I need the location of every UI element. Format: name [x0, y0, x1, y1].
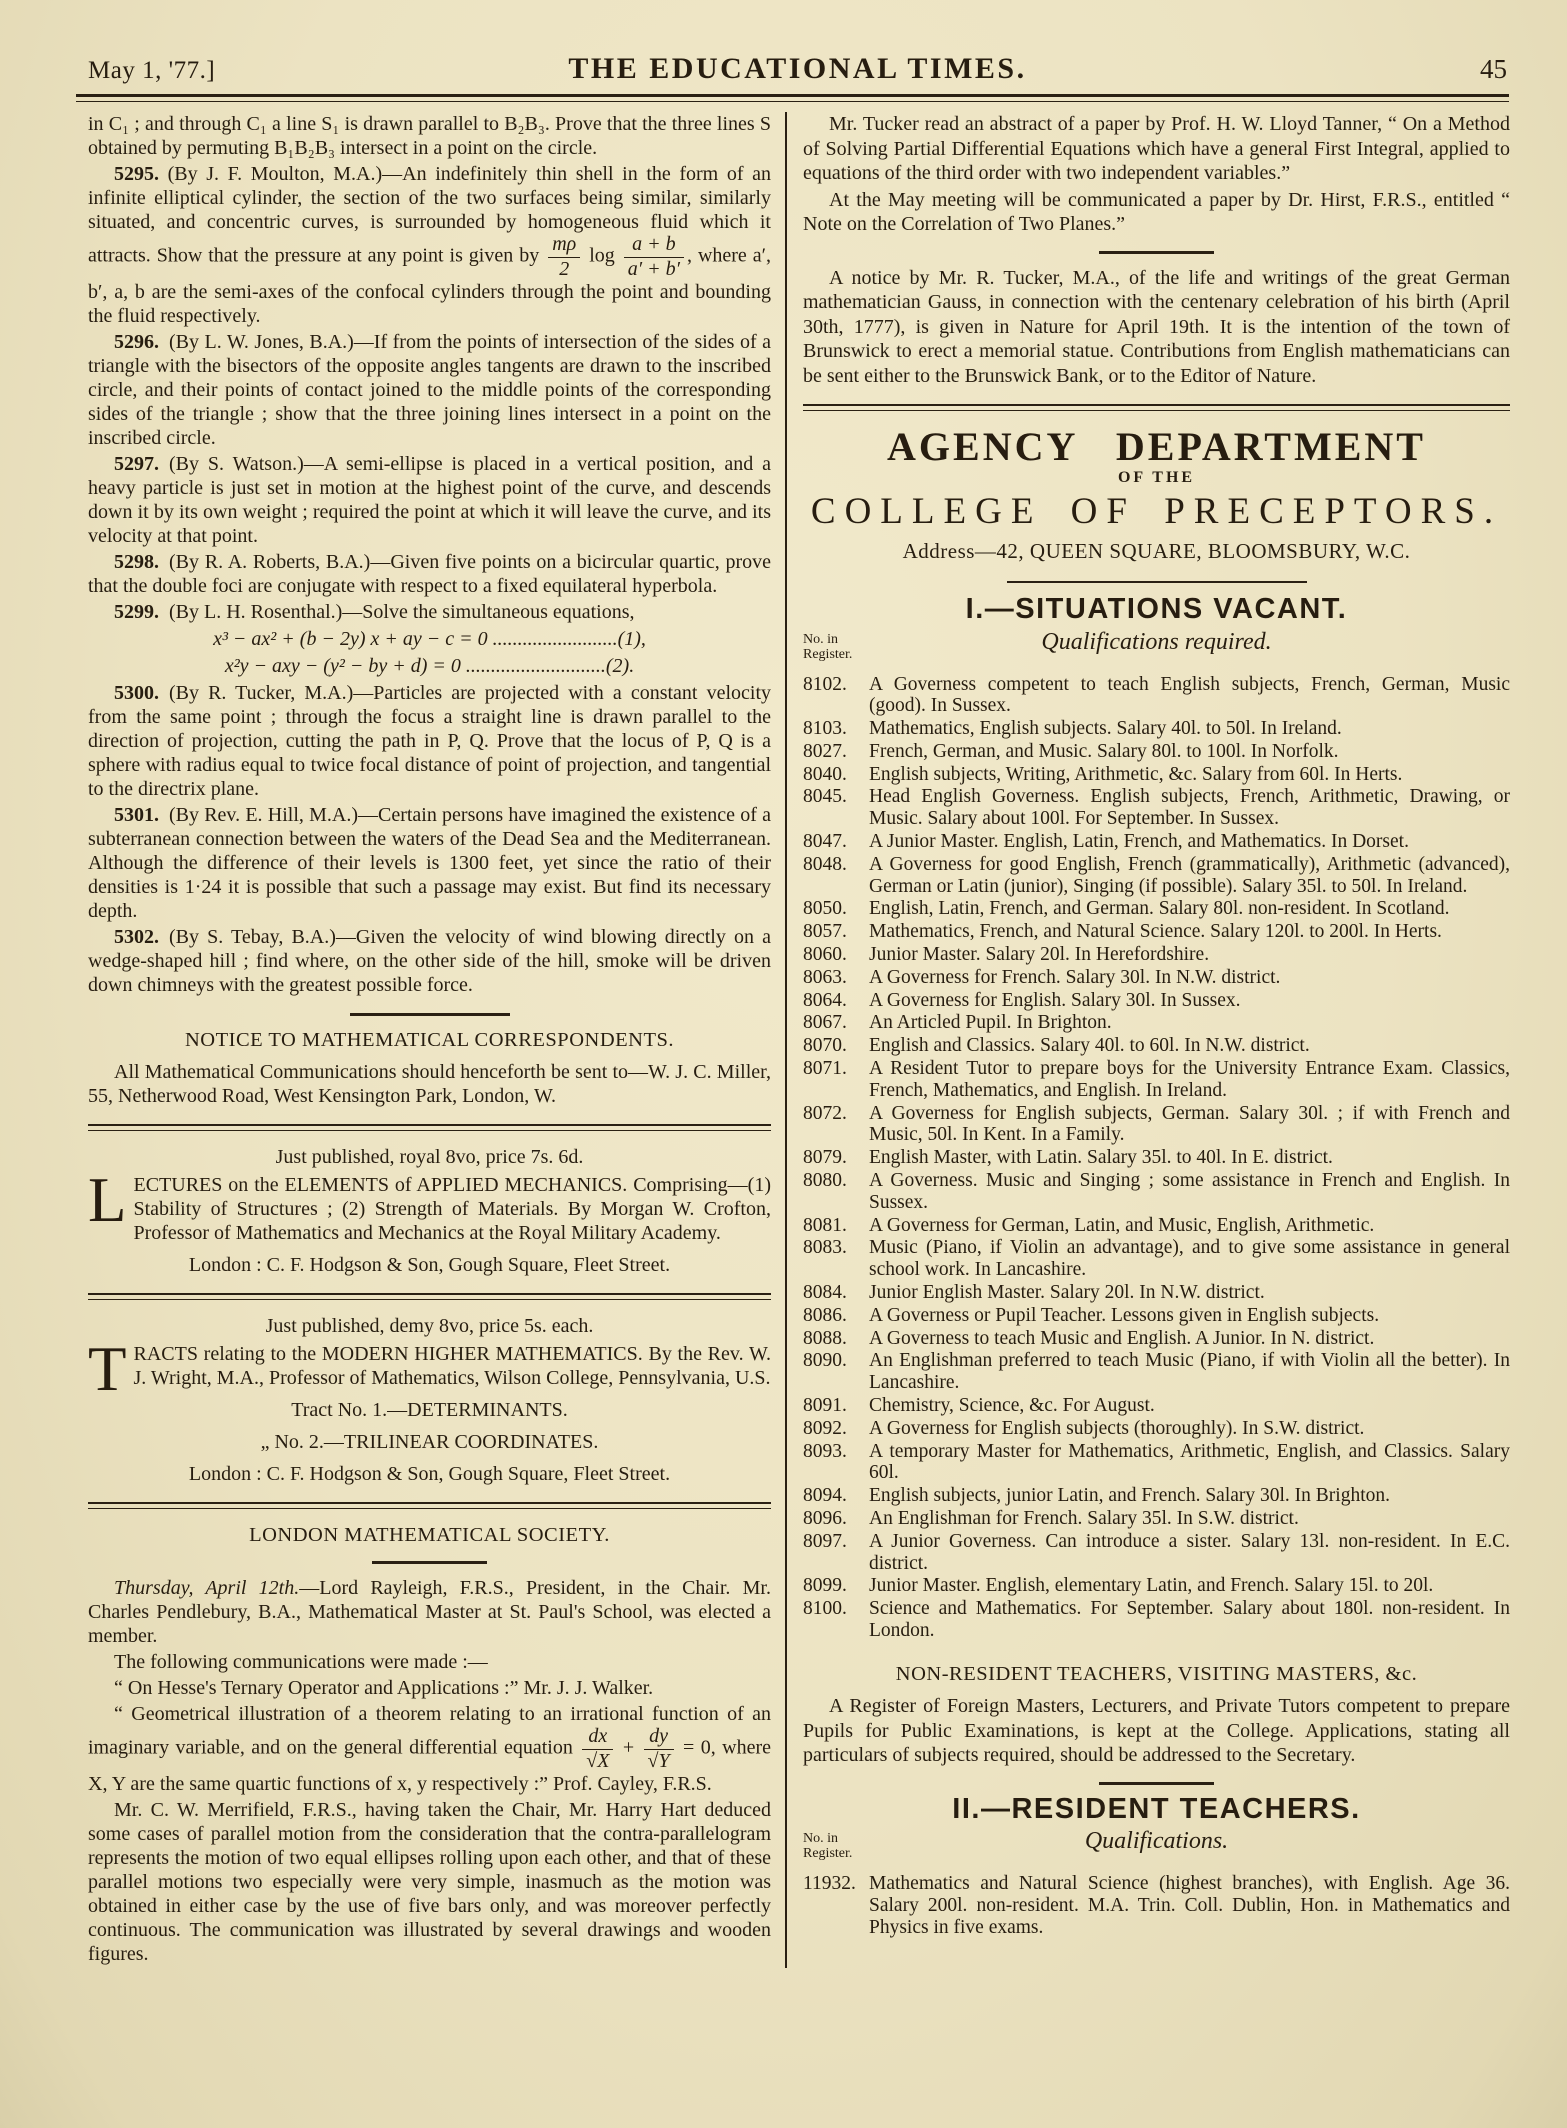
register-number: 8079.	[803, 1147, 847, 1169]
equation-line-2: x²y − axy − (y² − by + d) = 0 ............................(2).	[224, 655, 635, 678]
register-number: 8027.	[803, 740, 847, 762]
of-the-label: OF THE	[1117, 468, 1196, 486]
problem-text-after-formula: , where a′, b′, a, b are the semi-axes of the confocal cylinders through the point and bounding the fluid respectively.	[88, 244, 772, 328]
entry-qualifications: A Resident Tutor to prepare boys for the University Entrance Exam. Classics, French, Mathematics, and English. In Ireland.	[869, 1058, 1510, 1101]
section-divider-rule	[88, 1293, 771, 1300]
register-number: 8088.	[803, 1327, 847, 1349]
vacant-entry-8079	[803, 1147, 1510, 1169]
section-divider-rule	[88, 1124, 771, 1131]
entry-qualifications: A Governess to teach Music and English. A Junior. In N. district.	[869, 1327, 1375, 1349]
register-number: 8086.	[803, 1304, 847, 1326]
right-column	[787, 112, 1510, 1968]
ad2-tract-1: Tract No. 1.—DETERMINANTS.	[291, 1399, 568, 1422]
vacant-entry-8083	[803, 1237, 1510, 1281]
register-number: 8064.	[803, 989, 847, 1011]
problem-text: (By Rev. E. Hill, M.A.)—Certain persons have imagined the existence of a subterranean connection between the waters of the Dead Sea and the Mediterranean. Although the difference of their levels is 1300 feet, yet since the ratio of their densities is 1·24 it is possible that such a passage may exist. But find its necessary depth.	[88, 804, 771, 923]
entry-qualifications: Mathematics, English subjects. Salary 40l. to 50l. In Ireland.	[869, 718, 1342, 740]
entry-qualifications: A Governess for English subjects, German. Salary 30l. ; if with French and Music, 50l. In Kent. In a Family.	[869, 1102, 1510, 1146]
entry-qualifications: An Englishman preferred to teach Music (Piano, if with Violin all the better). In Lancashire.	[869, 1350, 1510, 1394]
problem-number: 5295.	[114, 163, 159, 185]
issue-date: May 1, '77.]	[88, 57, 216, 84]
register-number: 8099.	[803, 1575, 847, 1597]
lms-text-1: —Lord Rayleigh, F.R.S., President, in the Chair. Mr. Charles Pendlebury, B.A., Mathematical Master at St. Paul's School, was elected a member.	[88, 1577, 771, 1648]
society-report-paragraph-2: At the May meeting will be communicated a paper by Dr. Hirst, F.R.S., entitled “ Note on the Correlation of Two Planes.”	[803, 188, 1510, 235]
situations-vacant-list	[803, 674, 1510, 1642]
gauss-notice-paragraph: A notice by Mr. R. Tucker, M.A., of the life and writings of the great German mathematician Gauss, in connection with the centenary celebration of his birth (April 30th, 1777), is given in Nature for April 19th. It is the intention of the town of Brunswick to erect a memorial statue. Contributions from English mathematicians can be sent either to the Brunswick Bank, or to the Editor of Nature.	[803, 266, 1510, 387]
vacant-entry-8091	[803, 1395, 1510, 1417]
register-number: 8063.	[803, 966, 847, 988]
lms-text-4-after: = 0, where X, Y are the same quartic functions of x, y respectively :” Prof. Cayley, F.R.S.	[88, 1736, 771, 1796]
problem-number: 5296.	[114, 331, 159, 354]
fraction-dx-over-sqrtX	[579, 1726, 616, 1772]
resident-teachers-list	[803, 1873, 1510, 1938]
non-resident-body: A Register of Foreign Masters, Lecturers, and Private Tutors competent to prepare Pupils for Public Examinations, is kept at the College. Applications, stating all particulars of subjects required, should be addressed to the Secretary.	[803, 1695, 1510, 1767]
vacant-entry-8084	[803, 1282, 1510, 1304]
register-number: 8084.	[803, 1282, 847, 1304]
problem-5297	[88, 452, 771, 548]
register-number: 8081.	[803, 1214, 847, 1236]
entry-qualifications: English and Classics. Salary 40l. to 60l. In N.W. district.	[869, 1035, 1310, 1057]
left-column	[88, 112, 785, 1968]
fraction-numerator: a + b	[624, 234, 684, 258]
two-column-body	[0, 102, 1567, 1968]
register-number: 8047.	[803, 831, 847, 853]
vacant-entry-8100	[803, 1598, 1510, 1642]
register-number: 8093.	[803, 1440, 847, 1462]
vacant-entry-8088	[803, 1328, 1510, 1350]
qualifications-required-label: Qualifications required.	[1041, 628, 1272, 655]
register-number: 8048.	[803, 853, 847, 875]
entry-qualifications: English, Latin, French, and German. Salary 80l. non-resident. In Scotland.	[869, 898, 1450, 920]
non-resident-heading: NON-RESIDENT TEACHERS, VISITING MASTERS, &c.	[895, 1662, 1418, 1685]
register-label-line2: Register.	[803, 646, 853, 662]
vacant-entry-8102	[803, 674, 1510, 718]
vacant-entry-8093	[803, 1441, 1510, 1485]
problem-text: (By R. A. Roberts, B.A.)—Given five points on a bicircular quartic, prove that the double foci are conjugate with respect to a fixed equilateral hyperbola.	[88, 551, 771, 598]
entry-qualifications: A Governess competent to teach English subjects, French, German, Music (good). In Sussex.	[869, 673, 1510, 717]
entry-qualifications: A Governess. Music and Singing ; some assistance in French and English. In Sussex.	[869, 1170, 1510, 1213]
register-number: 8071.	[803, 1058, 847, 1080]
register-number: 8083.	[803, 1237, 847, 1259]
vacant-entry-8027	[803, 741, 1510, 763]
fraction-m-rho-over-2	[545, 234, 583, 280]
register-number: 8092.	[803, 1417, 847, 1439]
register-number: 8072.	[803, 1102, 847, 1124]
ad1-tagline: Just published, royal 8vo, price 7s. 6d.	[275, 1146, 584, 1169]
entry-qualifications: A Junior Governess. Can introduce a sister. Salary 13l. non-resident. In E.C. district.	[869, 1530, 1510, 1574]
register-label-line1: No. in	[803, 1831, 838, 1847]
qualifications-label: Qualifications.	[1084, 1828, 1229, 1855]
register-number-label	[803, 1831, 852, 1861]
problem-5298	[88, 550, 771, 598]
entry-qualifications: A Governess for English subjects (thoroughly). In S.W. district.	[869, 1417, 1365, 1439]
entry-qualifications: Junior Master. English, elementary Latin, and French. Salary 15l. to 20l.	[869, 1575, 1434, 1597]
entry-qualifications: A Governess or Pupil Teacher. Lessons given in English subjects.	[869, 1304, 1380, 1326]
problem-number: 5298.	[114, 551, 159, 574]
register-number: 8091.	[803, 1395, 847, 1416]
register-label-line2: Register.	[803, 1846, 853, 1862]
section-rule	[1099, 251, 1214, 254]
lms-paragraph-2: The following communications were made :—	[114, 1651, 488, 1674]
entry-qualifications: A temporary Master for Mathematics, Arithmetic, English, and Classics. Salary 60l.	[869, 1440, 1510, 1484]
register-number: 8045.	[803, 786, 847, 808]
problem-5296	[88, 330, 771, 450]
register-number: 8060.	[803, 944, 847, 966]
lms-paragraph-3: “ On Hesse's Ternary Operator and Applications :” Mr. J. J. Walker.	[114, 1677, 654, 1700]
vacant-entry-8086	[803, 1305, 1510, 1327]
lms-paragraph-4	[88, 1702, 771, 1796]
vacant-entry-8047	[803, 831, 1510, 853]
meeting-date: Thursday, April 12th.	[114, 1577, 300, 1600]
situations-vacant-heading: I.—SITUATIONS VACANT.	[965, 593, 1348, 625]
ad1-imprint: London : C. F. Hodgson & Son, Gough Square, Fleet Street.	[188, 1254, 671, 1277]
page-title: THE EDUCATIONAL TIMES.	[568, 52, 1027, 85]
vacant-entry-8090	[803, 1350, 1510, 1394]
entry-qualifications: English subjects, Writing, Arithmetic, &c. Salary from 60l. In Herts.	[869, 763, 1403, 785]
register-number: 8097.	[803, 1530, 847, 1552]
ad1-body	[88, 1165, 771, 1245]
equation-line-1: x³ − ax² + (b − 2y) x + ay − c = 0 .........................(1),	[213, 628, 646, 651]
resident-teachers-heading: II.—RESIDENT TEACHERS.	[952, 1792, 1361, 1825]
ad1-text: ECTURES on the ELEMENTS of APPLIED MECHANICS. Comprising—(1) Stability of Structures ; (2) Strength of Materials. By Morgan W. Crofton, Professor of Mathematics and Mechanics at the Royal Military Academy.	[133, 1174, 771, 1245]
section-rule	[1099, 1782, 1214, 1785]
entry-qualifications: French, German, and Music. Salary 80l. to 100l. In Norfolk.	[869, 740, 1339, 762]
problem-5300	[88, 681, 771, 801]
fraction-denominator: a′ + b′	[627, 257, 680, 280]
vacant-entry-8094	[803, 1485, 1510, 1507]
dropcap-letter: L	[88, 1165, 127, 1236]
problem-text: (By R. Tucker, M.A.)—Particles are projected with a constant velocity from the same point ; through the focus a straight line is drawn parallel to the direction of projection, cutting the path in P, Q. Prove that the locus of P, Q is a sphere with radius equal to twice focal distance of point of projection, and tangential to the directrix plane.	[88, 682, 771, 801]
vacant-entry-8040	[803, 764, 1510, 786]
problem-5295	[88, 162, 771, 328]
entry-qualifications: Mathematics and Natural Science (highest branches), with English. Age 36. Salary 200l. non-resident. M.A. Trin. Coll. Dublin, Hon. in Mathematics and Physics in five exams.	[869, 1873, 1510, 1938]
vacant-entry-8064	[803, 990, 1510, 1012]
vacant-entry-8070	[803, 1035, 1510, 1057]
problem-text: (By S. Watson.)—A semi-ellipse is placed in a vertical position, and a heavy particle is just set in motion at the highest point of the curve, and descends down it by its own weight ; required the point at which it will leave the curve, and its velocity at that point.	[88, 453, 771, 548]
vacant-entry-8080	[803, 1170, 1510, 1214]
entry-qualifications: English Master, with Latin. Salary 35l. to 40l. In E. district.	[869, 1147, 1333, 1169]
agency-department-heading: AGENCY DEPARTMENT	[887, 424, 1426, 469]
register-number: 8070.	[803, 1035, 847, 1057]
entry-qualifications: An Englishman for French. Salary 35l. In S.W. district.	[869, 1507, 1299, 1529]
section-rule	[1007, 581, 1307, 583]
problem-5302	[88, 925, 771, 997]
dropcap-letter: T	[88, 1334, 127, 1405]
problem-text: (By L. H. Rosenthal.)—Solve the simultaneous equations,	[169, 601, 635, 624]
log-operator: log	[589, 244, 615, 267]
vacant-entry-8048	[803, 854, 1510, 898]
vacant-entry-8099	[803, 1575, 1510, 1597]
problem-number: 5301.	[114, 804, 159, 827]
entry-qualifications: A Governess for German, Latin, and Music, English, Arithmetic.	[869, 1214, 1375, 1236]
register-number: 11932.	[803, 1873, 856, 1895]
register-number: 8103.	[803, 718, 847, 740]
entry-qualifications: Chemistry, Science, &c. For August.	[869, 1395, 1155, 1416]
problem-text: (By L. W. Jones, B.A.)—If from the points of intersection of the sides of a triangle with the bisectors of the opposite angles tangents are drawn to the inscribed circle, and their points of contact joined to the middle points of the corresponding sides of the triangle ; show that the three joining lines intersect in a point on the inscribed circle.	[88, 331, 771, 450]
vacant-entry-8057	[803, 921, 1510, 943]
fraction-denominator: √Y	[647, 1749, 670, 1772]
register-number: 8094.	[803, 1485, 847, 1507]
header-rule	[76, 94, 1509, 102]
entry-qualifications: Science and Mathematics. For September. Salary about 180l. non-resident. In London.	[869, 1598, 1510, 1641]
notice-heading: NOTICE TO MATHEMATICAL CORRESPONDENTS.	[184, 1029, 674, 1052]
vacant-entry-8072	[803, 1103, 1510, 1147]
register-number: 8100.	[803, 1598, 847, 1620]
register-label-line1: No. in	[803, 631, 838, 647]
register-number: 8096.	[803, 1507, 847, 1529]
problem-5299	[88, 600, 771, 624]
problem-text: (By S. Tebay, B.A.)—Given the velocity of wind blowing directly on a wedge-shaped hill ; find where, on the other side of the hill, smoke will be driven down chimneys with the greatest possible force.	[88, 926, 771, 997]
ad2-imprint: London : C. F. Hodgson & Son, Gough Square, Fleet Street.	[188, 1463, 671, 1486]
vacant-entry-8045	[803, 786, 1510, 830]
fraction-numerator: mρ	[548, 234, 580, 258]
register-number: 8050.	[803, 898, 847, 920]
register-number: 8080.	[803, 1170, 847, 1192]
problem-number: 5300.	[114, 682, 159, 705]
entry-qualifications: English subjects, junior Latin, and French. Salary 30l. In Brighton.	[869, 1485, 1391, 1507]
vacant-entry-8067	[803, 1012, 1510, 1034]
register-number: 8057.	[803, 921, 847, 943]
register-number: 8040.	[803, 763, 847, 785]
entry-qualifications: An Articled Pupil. In Brighton.	[869, 1012, 1112, 1034]
entry-qualifications: A Governess for English. Salary 30l. In Sussex.	[869, 989, 1241, 1011]
entry-qualifications: Music (Piano, if Violin an advantage), and to give some assistance in general school work. In Lancashire.	[869, 1237, 1510, 1281]
ad2-body	[88, 1334, 771, 1405]
vacant-entry-8063	[803, 967, 1510, 989]
lms-heading: LONDON MATHEMATICAL SOCIETY.	[249, 1524, 610, 1547]
college-of-preceptors-heading: COLLEGE OF PRECEPTORS.	[810, 491, 1503, 532]
entry-qualifications: A Governess for good English, French (grammatically), Arithmetic (advanced), German or Latin (junior), Singing (if possible). Salary 35l. to 50l. In Ireland.	[869, 853, 1510, 897]
notice-body: All Mathematical Communications should henceforth be sent to—W. J. C. Miller, 55, Netherwood Road, West Kensington Park, London, W.	[88, 1061, 771, 1108]
vacant-column-labels	[803, 624, 1510, 668]
vacant-entry-8097	[803, 1531, 1510, 1575]
heading-rule	[372, 1561, 487, 1564]
register-number-label	[803, 632, 852, 662]
entry-qualifications: Junior Master. Salary 20l. In Herefordshire.	[869, 944, 1210, 966]
problem-5301	[88, 803, 771, 923]
society-report-paragraph-1: Mr. Tucker read an abstract of a paper by Prof. H. W. Lloyd Tanner, “ On a Method of Solving Partial Differential Equations which have a general First Integral, applied to equations of the third order with two independent variables.”	[803, 113, 1510, 184]
fraction-dy-over-sqrtY	[641, 1726, 677, 1772]
agency-address: Address—42, QUEEN SQUARE, BLOOMSBURY, W.C.	[902, 538, 1411, 563]
register-number: 8102.	[803, 673, 847, 695]
vacant-entry-8060	[803, 944, 1510, 966]
lms-text-4-before: “ Geometrical illustration of a theorem relating to an irrational function of an imaginary variable, and on the general differential equation	[88, 1703, 771, 1759]
page-number: 45	[1480, 54, 1507, 84]
section-divider-rule	[803, 404, 1510, 411]
register-number: 8090.	[803, 1350, 847, 1372]
problems-list	[88, 330, 771, 997]
resident-column-labels	[803, 1823, 1510, 1867]
vacant-entry-8081	[803, 1215, 1510, 1237]
lms-paragraph-5: Mr. C. W. Merrifield, F.R.S., having taken the Chair, Mr. Harry Hart deduced some cases of parallel motion from the consideration that the contra-parallelogram represents the motion of two equal ellipses rolling upon each other, and that of these parallel motions two especially were very simple, inasmuch as the motion was obtained in either case by the use of five bars only, and was moreover perfectly continuous. The communication was illustrated by several drawings and wooden figures.	[88, 1799, 771, 1966]
lms-paragraph-1	[88, 1576, 771, 1648]
plus-sign: +	[622, 1736, 635, 1759]
entry-qualifications: Junior English Master. Salary 20l. In N.W. district.	[869, 1282, 1265, 1304]
section-rule	[350, 1013, 510, 1016]
problem-number: 5297.	[114, 453, 159, 476]
vacant-entry-8092	[803, 1418, 1510, 1440]
problem-text-before-formula: (By J. F. Moulton, M.A.)—An indefinitely thin shell in the form of an infinite elliptical cylinder, the section of the two surfaces being similar, similarly situated, and concentric curves, is surrounded by homogeneous fluid which it attracts. Show that the pressure at any point is given by	[88, 163, 772, 267]
page-header	[0, 0, 1567, 92]
vacant-entry-8050	[803, 898, 1510, 920]
fraction-denominator: √X	[586, 1749, 610, 1772]
fraction-numerator: dy	[644, 1726, 674, 1750]
fraction-a-plus-b	[621, 234, 687, 280]
intro-paragraph: in C₁ ; and through C₁ a line S₁ is drawn parallel to B₂B₃. Prove that the three lines S obtained by permuting B₁B₂B₃ intersect in a point on the circle.	[88, 113, 771, 159]
entry-qualifications: A Governess for French. Salary 30l. In N.W. district.	[869, 966, 1281, 988]
register-number: 8067.	[803, 1012, 847, 1034]
entry-qualifications: Mathematics, French, and Natural Science. Salary 120l. to 200l. In Herts.	[869, 921, 1442, 943]
ad2-text: RACTS relating to the MODERN HIGHER MATHEMATICS. By the Rev. W. J. Wright, M.A., Professor of Mathematics, Wilson College, Pennsylvania, U.S.	[133, 1343, 771, 1390]
problem-number: 5299.	[114, 601, 159, 624]
entry-qualifications: Head English Governess. English subjects, French, Arithmetic, Drawing, or Music. Salary about 100l. For September. In Sussex.	[869, 786, 1510, 830]
section-divider-rule	[88, 1502, 771, 1509]
ad2-tagline: Just published, demy 8vo, price 5s. each.	[265, 1315, 594, 1338]
problem-number: 5302.	[114, 926, 159, 949]
vacant-entry-8071	[803, 1058, 1510, 1102]
ad2-tract-2: „ No. 2.—TRILINEAR COORDINATES.	[260, 1431, 599, 1454]
fraction-numerator: dx	[582, 1726, 613, 1750]
entry-qualifications: A Junior Master. English, Latin, French, and Mathematics. In Dorset.	[869, 831, 1409, 853]
vacant-entry-8103	[803, 718, 1510, 740]
vacant-entry-8096	[803, 1508, 1510, 1530]
fraction-denominator: 2	[559, 257, 570, 280]
resident-entry-11932	[803, 1873, 1510, 1938]
